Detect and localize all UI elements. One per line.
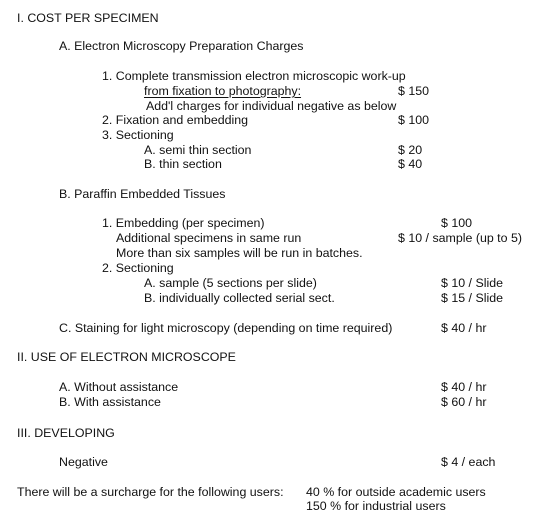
- em-item-3-label: 3. Sectioning: [102, 128, 174, 142]
- microscope-b-price: $ 60 / hr: [441, 395, 487, 409]
- em-item-2-price: $ 100: [398, 113, 430, 127]
- surcharge-line-2: 150 % for industrial users: [306, 499, 446, 513]
- paraffin-item-1-price: $ 100: [441, 216, 473, 230]
- section-1b-heading: B. Paraffin Embedded Tissues: [59, 187, 226, 201]
- paraffin-item-2b-price: $ 15 / Slide: [441, 291, 503, 305]
- em-item-1-note: Add'l charges for individual negative as below: [146, 99, 397, 113]
- em-item-3a-price: $ 20: [398, 143, 423, 157]
- developing-item-label: Negative: [59, 455, 108, 469]
- section-1-heading: I. COST PER SPECIMEN: [17, 11, 159, 25]
- section-3-heading: III. DEVELOPING: [17, 426, 115, 440]
- em-item-1-price: $ 150: [398, 84, 430, 98]
- paraffin-item-1-sub-price: $ 10 / sample (up to 5): [398, 231, 522, 245]
- surcharge-label: There will be a surcharge for the following users:: [17, 485, 284, 499]
- em-item-1-line-1: 1. Complete transmission electron microscopic work-up: [102, 69, 406, 83]
- em-item-3b-label: B. thin section: [144, 157, 222, 171]
- surcharge-line-1: 40 % for outside academic users: [306, 485, 486, 499]
- em-item-3a-label: A. semi thin section: [144, 143, 252, 157]
- paraffin-item-1-label: 1. Embedding (per specimen): [102, 216, 265, 230]
- microscope-a-label: A. Without assistance: [59, 380, 179, 394]
- section-2-heading: II. USE OF ELECTRON MICROSCOPE: [17, 350, 236, 364]
- paraffin-item-1-sub-label: Additional specimens in same run: [116, 231, 302, 245]
- microscope-b-label: B. With assistance: [59, 395, 161, 409]
- paraffin-item-2-label: 2. Sectioning: [102, 261, 174, 275]
- paraffin-item-2b-label: B. individually collected serial sect.: [144, 291, 335, 305]
- section-1a-heading: A. Electron Microscopy Preparation Charges: [59, 39, 304, 53]
- em-item-2-label: 2. Fixation and embedding: [102, 113, 249, 127]
- paraffin-item-2a-price: $ 10 / Slide: [441, 276, 503, 290]
- section-1c-price: $ 40 / hr: [441, 321, 487, 335]
- section-1c-label: C. Staining for light microscopy (depending on time required): [59, 321, 393, 335]
- developing-item-price: $ 4 / each: [441, 455, 496, 469]
- paraffin-item-2a-label: A. sample (5 sections per slide): [144, 276, 317, 290]
- em-item-1-line-2: from fixation to photography:: [144, 84, 302, 98]
- em-item-3b-price: $ 40: [398, 157, 423, 171]
- paraffin-item-1-note: More than six samples will be run in batches.: [116, 246, 363, 260]
- microscope-a-price: $ 40 / hr: [441, 380, 487, 394]
